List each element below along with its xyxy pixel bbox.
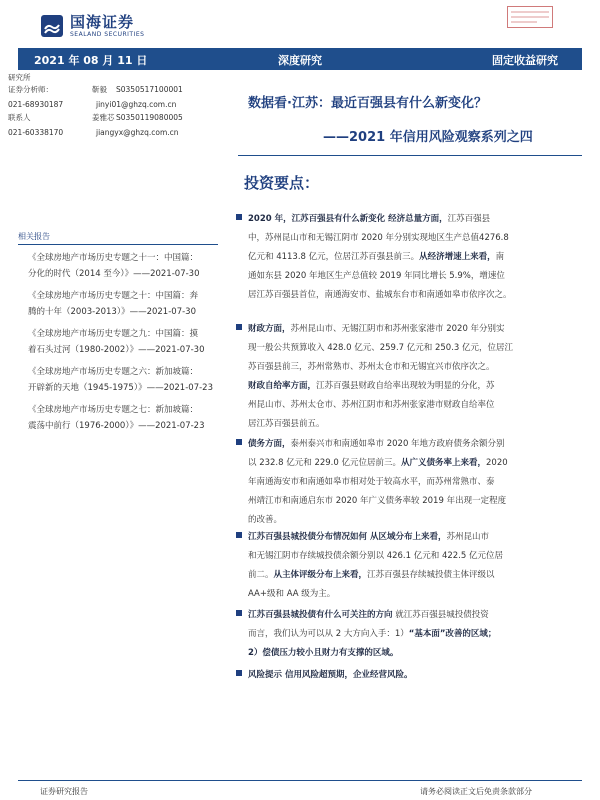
footer-disclaimer: 请务必阅读正文后免责条款部分 (420, 787, 532, 796)
bullet-square-icon (236, 610, 242, 616)
analyst-2-phone: 021-60338170 (8, 128, 64, 137)
contact-label: 联系人 (8, 113, 31, 122)
related-reports-list (28, 250, 224, 440)
institute-label: 研究所 (8, 73, 31, 82)
related-report-item[interactable]: 《全球房地产市场历史专题之十一：中国篇： 分化的时代（2014 至今）》——2021-07-30 (28, 253, 200, 279)
bullet-square-icon (236, 439, 242, 445)
analyst-1-phone: 021-68930187 (8, 100, 64, 109)
bullet-square-icon (236, 532, 242, 538)
bullet-square-icon (236, 670, 242, 676)
title-divider (238, 155, 582, 156)
report-title: 数据看·江苏：最近百强县有什么新变化？ (248, 96, 487, 111)
report-date: 2021 年 08 月 11 日 (34, 54, 148, 67)
corner-stamp (507, 6, 553, 28)
cert-label: 证券分析师： (8, 85, 53, 94)
report-subtitle: ——2021 年信用风险观察系列之四 (323, 130, 533, 145)
section-title: 投资要点： (244, 174, 320, 192)
bullet-economy: 2020 年，江苏百强县有什么新变化 经济总量方面，江苏百强县 中，苏州昆山市和无锡江阴市 2020 年分别实现地区生产总值4276.8 亿元和 4113.8 亿元，位居江苏百强县前三。从经济增速上来看，南 通如东县 2020 年地区生产总值较 2019 年同比增长 5.9%，增速位 居江苏百强县首位，南通海安市、盐城东台市和南通如皋市依序次之。 (248, 210, 584, 305)
related-report-item[interactable]: 《全球房地产市场历史专题之七：新加坡篇： 震荡中前行（1976-2000）》——2021-07-23 (28, 405, 205, 431)
related-reports-title: 相关报告 (18, 232, 50, 241)
bullet-focus-direction: 江苏百强县城投债有什么可关注的方向 就江苏百强县城投债投资 而言，我们认为可以从 2 大方向入手：1）“基本面”改善的区域； 2）偿债压力较小且财力有支撑的区域。 (248, 606, 584, 663)
analyst-2-cert: S0350119080005 (116, 113, 183, 122)
sealand-logo-icon (40, 14, 64, 38)
bullet-square-icon (236, 214, 242, 220)
analyst-1-cert: S0350517100001 (116, 85, 183, 94)
bullet-bond-distribution: 江苏百强县城投债分布情况如何 从区域分布上来看，苏州昆山市 和无锡江阴市存续城投债余额分别以 426.1 亿元和 422.5 亿元位居 前二。从主体评级分布上来看，江苏百强县存续城投债主体评级以 AA+级和 AA 级为主。 (248, 528, 584, 604)
analyst-2-email: jiangyx@ghzq.com.cn (96, 128, 179, 137)
footer-divider (18, 780, 582, 781)
bullet-fiscal: 财政方面，苏州昆山市、无锡江阴市和苏州张家港市 2020 年分别实 现一般公共预算收入 428.0 亿元、259.7 亿元和 250.3 亿元，位居江 苏百强县前三，苏州常熟市、苏州太仓市和无锡宜兴市依序次之。 财政自给率方面，江苏百强县财政自给率出现较为明显的分化，苏 州昆山市、苏州太仓市、苏州江阴市和苏州张家港市财政自给率位 居江苏百强县前五。 (248, 320, 584, 434)
related-divider (18, 244, 218, 245)
analyst-1-email: jinyi01@ghzq.com.cn (96, 100, 177, 109)
related-report-item[interactable]: 《全球房地产市场历史专题之九：中国篇：摸 着石头过河（1980-2002）》——2021-07-30 (28, 329, 205, 355)
footer-label: 证券研究报告 (40, 787, 88, 796)
related-report-item[interactable]: 《全球房地产市场历史专题之六：新加坡篇： 开辟新的天地（1945-1975）》——2021-07-23 (28, 367, 213, 393)
report-category: 固定收益研究 (492, 54, 558, 67)
bullet-debt: 债务方面，泰州泰兴市和南通如皋市 2020 年地方政府债务余额分别 以 232.8 亿元和 229.0 亿元位居前三。从广义债务率上来看，2020 年南通海安市和南通如皋市相对处于较高水平，而苏州常熟市、泰 州靖江市和南通启东市 2020 年广义债务率较 2019 年出现一定程度 的改善。 (248, 435, 584, 530)
report-type: 深度研究 (278, 54, 322, 67)
header-banner (18, 48, 582, 70)
related-report-item[interactable]: 《全球房地产市场历史专题之十：中国篇：奔 腾的十年（2003-2013）》——2021-07-30 (28, 291, 199, 317)
analyst-2-cert-row (8, 113, 183, 123)
analyst-2-name: 姜雅芯 (92, 113, 115, 122)
brand-name-en: SEALAND SECURITIES (70, 30, 145, 38)
bullet-square-icon (236, 324, 242, 330)
bullet-risk: 风险提示 信用风险超预期，企业经营风险。 (248, 666, 584, 685)
brand-logo (40, 8, 144, 44)
analyst-1-name: 靳毅 (92, 85, 107, 94)
analyst-1-cert-row (8, 85, 183, 95)
brand-name: 国海证券 (70, 12, 135, 31)
analyst-2-contact-row (8, 128, 179, 138)
analyst-1-contact-row (8, 100, 177, 110)
